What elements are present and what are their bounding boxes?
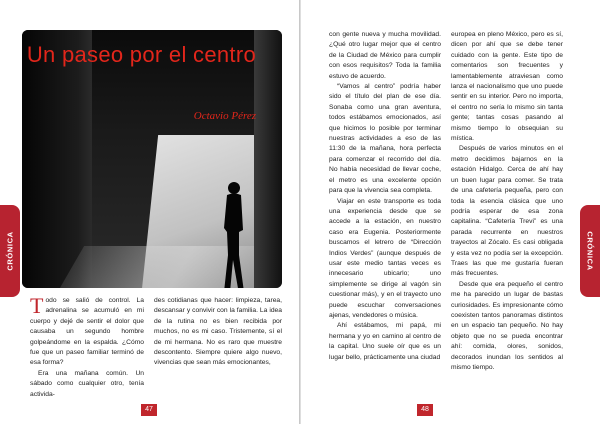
walking-person-silhouette [218,180,248,288]
paragraph: Desde que era pequeño el centro me ha parecido un lugar de bastas curiosidades. Es impresionante cómo coexisten tantos panoramas distintos en un espacio tan pequeño. No hay objeto que no se pueda encontrar ahí: comida, olores, sonidos, decorados inundan los sentidos al mismo tiempo. [451,280,563,371]
right-page [301,0,600,424]
section-tab-label: CRÓNICA [585,231,595,271]
paragraph: Ahí estábamos, mi papá, mi hermana y yo en camino al centro de la capital. Uno suele oír que es un lugar bello, prácticamente una ciudad [329,322,441,361]
photo-floor-light [60,246,282,288]
paragraph: con gente nueva y mucha movilidad. ¿Qué otro lugar mejor que el centro de la Ciudad de México para cumplir con esos requisitos? Toda la familia estuvo de acuerdo. [329,31,441,80]
section-tab-label: CRÓNICA [5,231,15,271]
article-photo [22,30,282,288]
left-page [0,0,299,424]
left-column-1 [30,293,144,400]
right-page-column-a [329,30,441,363]
article-author: Octavio Pérez [193,110,256,122]
photo-wall-shadow [254,30,282,288]
article-title: Un paseo por el centro [26,42,256,67]
paragraph: Después de varios minutos en el metro decidimos bajarnos en la estación Hidalgo. Cerca de ahí hay un buen lugar para comer. Se trata de una cafetería pequeña, pero con toda la esencia clásica que uno podría esperar de esa zona capitalina. “Cafetería Trevi” es una parada recurrente en nuestros trayectos al Zócalo. Es casi obligada y esta vez no podía ser la excepción. Traes las que me gustaría fueran más frecuentes. [451,145,563,278]
left-column-2 [154,296,282,369]
paragraph: des cotidianas que hacer: limpieza, tarea, descansar y convivir con la familia. La idea de la rutina no es bien recibida por muchos, no es mi caso. Tristemente, sí el de mi hermana. No es raro que muestre descontento. Siempre quiere algo nuevo, vivencias que sean más emocionantes, [154,297,282,367]
paragraph: europea en pleno México, pero es sí, dicen por ahí que se debe tener cuidado con la gente. Este tipo de comentarios son frecuentes y lamentablemente atraviesan como lanza el nacionalismo que uno puede sentir en su interior. Pero no importa, el centro no sería lo mismo sin tanta gente; tantas cosas pasando al mismo tiempo lo obsequian su mística. [451,31,563,143]
paragraph: Era una mañana común. Un sábado como cualquier otro, tenía activida- [30,369,144,398]
page-number-left: 47 [141,404,157,416]
paragraph: Viajar en este transporte es toda una experiencia desde que se accede a la estación, en nuestro caso era Eugenia. Posteriormente buscamos el letrero de “Dirección Indios Verdes” (aunque después de usar este medio tantas veces es innecesario ubicarlo; uno simplemente se dirige al vagón sin cuestionar más), y en el trayecto uno puede escuchar conversaciones ajenas, vendedores o música. [329,197,441,319]
paragraph: Todo se salió de control. La adrenalina se acumuló en mi cuerpo y dejé de sentir el dolor que causaba un segundo hombre golpeándome en la espalda. ¿Cómo fue que un paseo familiar terminó de esa forma? [30,293,144,367]
paragraph: “Vamos al centro” podría haber sido el título del plan de ese día. Sonaba como una gran aventura, todos estábamos emocionados, así que hicimos lo posible por terminar nuestras actividades a eso de las 11:30 de la mañana, hora perfecta para comenzar el recorrido del día. No había necesidad de llevar coche, el metro es una excelente opción para que la vivencia sea completa. [329,83,441,195]
page-number-right: 48 [417,404,433,416]
section-tab-left [0,205,20,297]
section-tab-right [580,205,600,297]
dropcap: T [30,293,44,318]
right-page-column-b [451,30,563,373]
